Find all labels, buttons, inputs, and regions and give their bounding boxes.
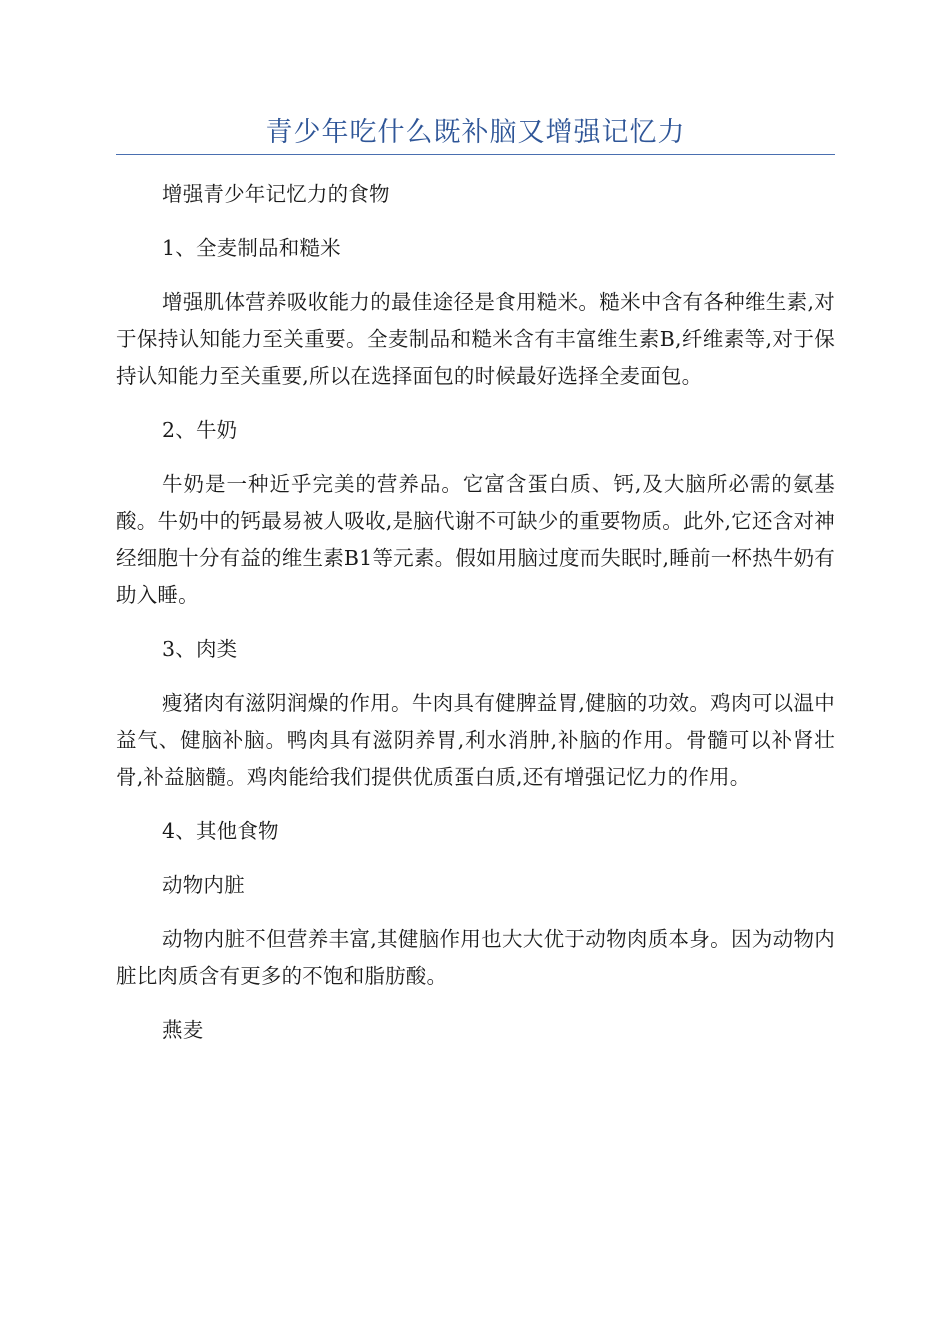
item-heading-other-foods: 4、其他食物 — [162, 819, 279, 843]
section-intro-heading: 增强青少年记忆力的食物 — [162, 182, 390, 206]
item-heading-milk: 2、牛奶 — [162, 418, 238, 442]
paragraph-milk: 牛奶是一种近乎完美的营养品。它富含蛋白质、钙,及大脑所必需的氨基酸。牛奶中的钙最易被人吸收,是脑代谢不可缺少的重要物质。此外,它还含对神经细胞十分有益的维生素B1等元素。假如用脑过度而失眠时,睡前一杯热牛奶有助入睡。 — [116, 472, 835, 607]
document-title: 青少年吃什么既补脑又增强记忆力 — [265, 117, 686, 148]
title-underline — [116, 154, 835, 155]
item-heading-meat: 3、肉类 — [162, 637, 238, 661]
item-heading-whole-wheat: 1、全麦制品和糙米 — [162, 236, 341, 260]
document-body — [116, 176, 835, 1066]
subheading-oats: 燕麦 — [162, 1018, 204, 1042]
paragraph-meat: 瘦猪肉有滋阴润燥的作用。牛肉具有健脾益胃,健脑的功效。鸡肉可以温中益气、健脑补脑。鸭肉具有滋阴养胃,利水消肿,补脑的作用。骨髓可以补肾壮骨,补益脑髓。鸡肉能给我们提供优质蛋白质,还有增强记忆力的作用。 — [116, 691, 835, 789]
paragraph-organ-meats: 动物内脏不但营养丰富,其健脑作用也大大优于动物肉质本身。因为动物内脏比肉质含有更多的不饱和脂肪酸。 — [116, 927, 835, 988]
subheading-organ-meats: 动物内脏 — [162, 873, 245, 897]
paragraph-whole-wheat: 增强肌体营养吸收能力的最佳途径是食用糙米。糙米中含有各种维生素,对于保持认知能力至关重要。全麦制品和糙米含有丰富维生素B,纤维素等,对于保持认知能力至关重要,所以在选择面包的时候最好选择全麦面包。 — [116, 290, 835, 388]
